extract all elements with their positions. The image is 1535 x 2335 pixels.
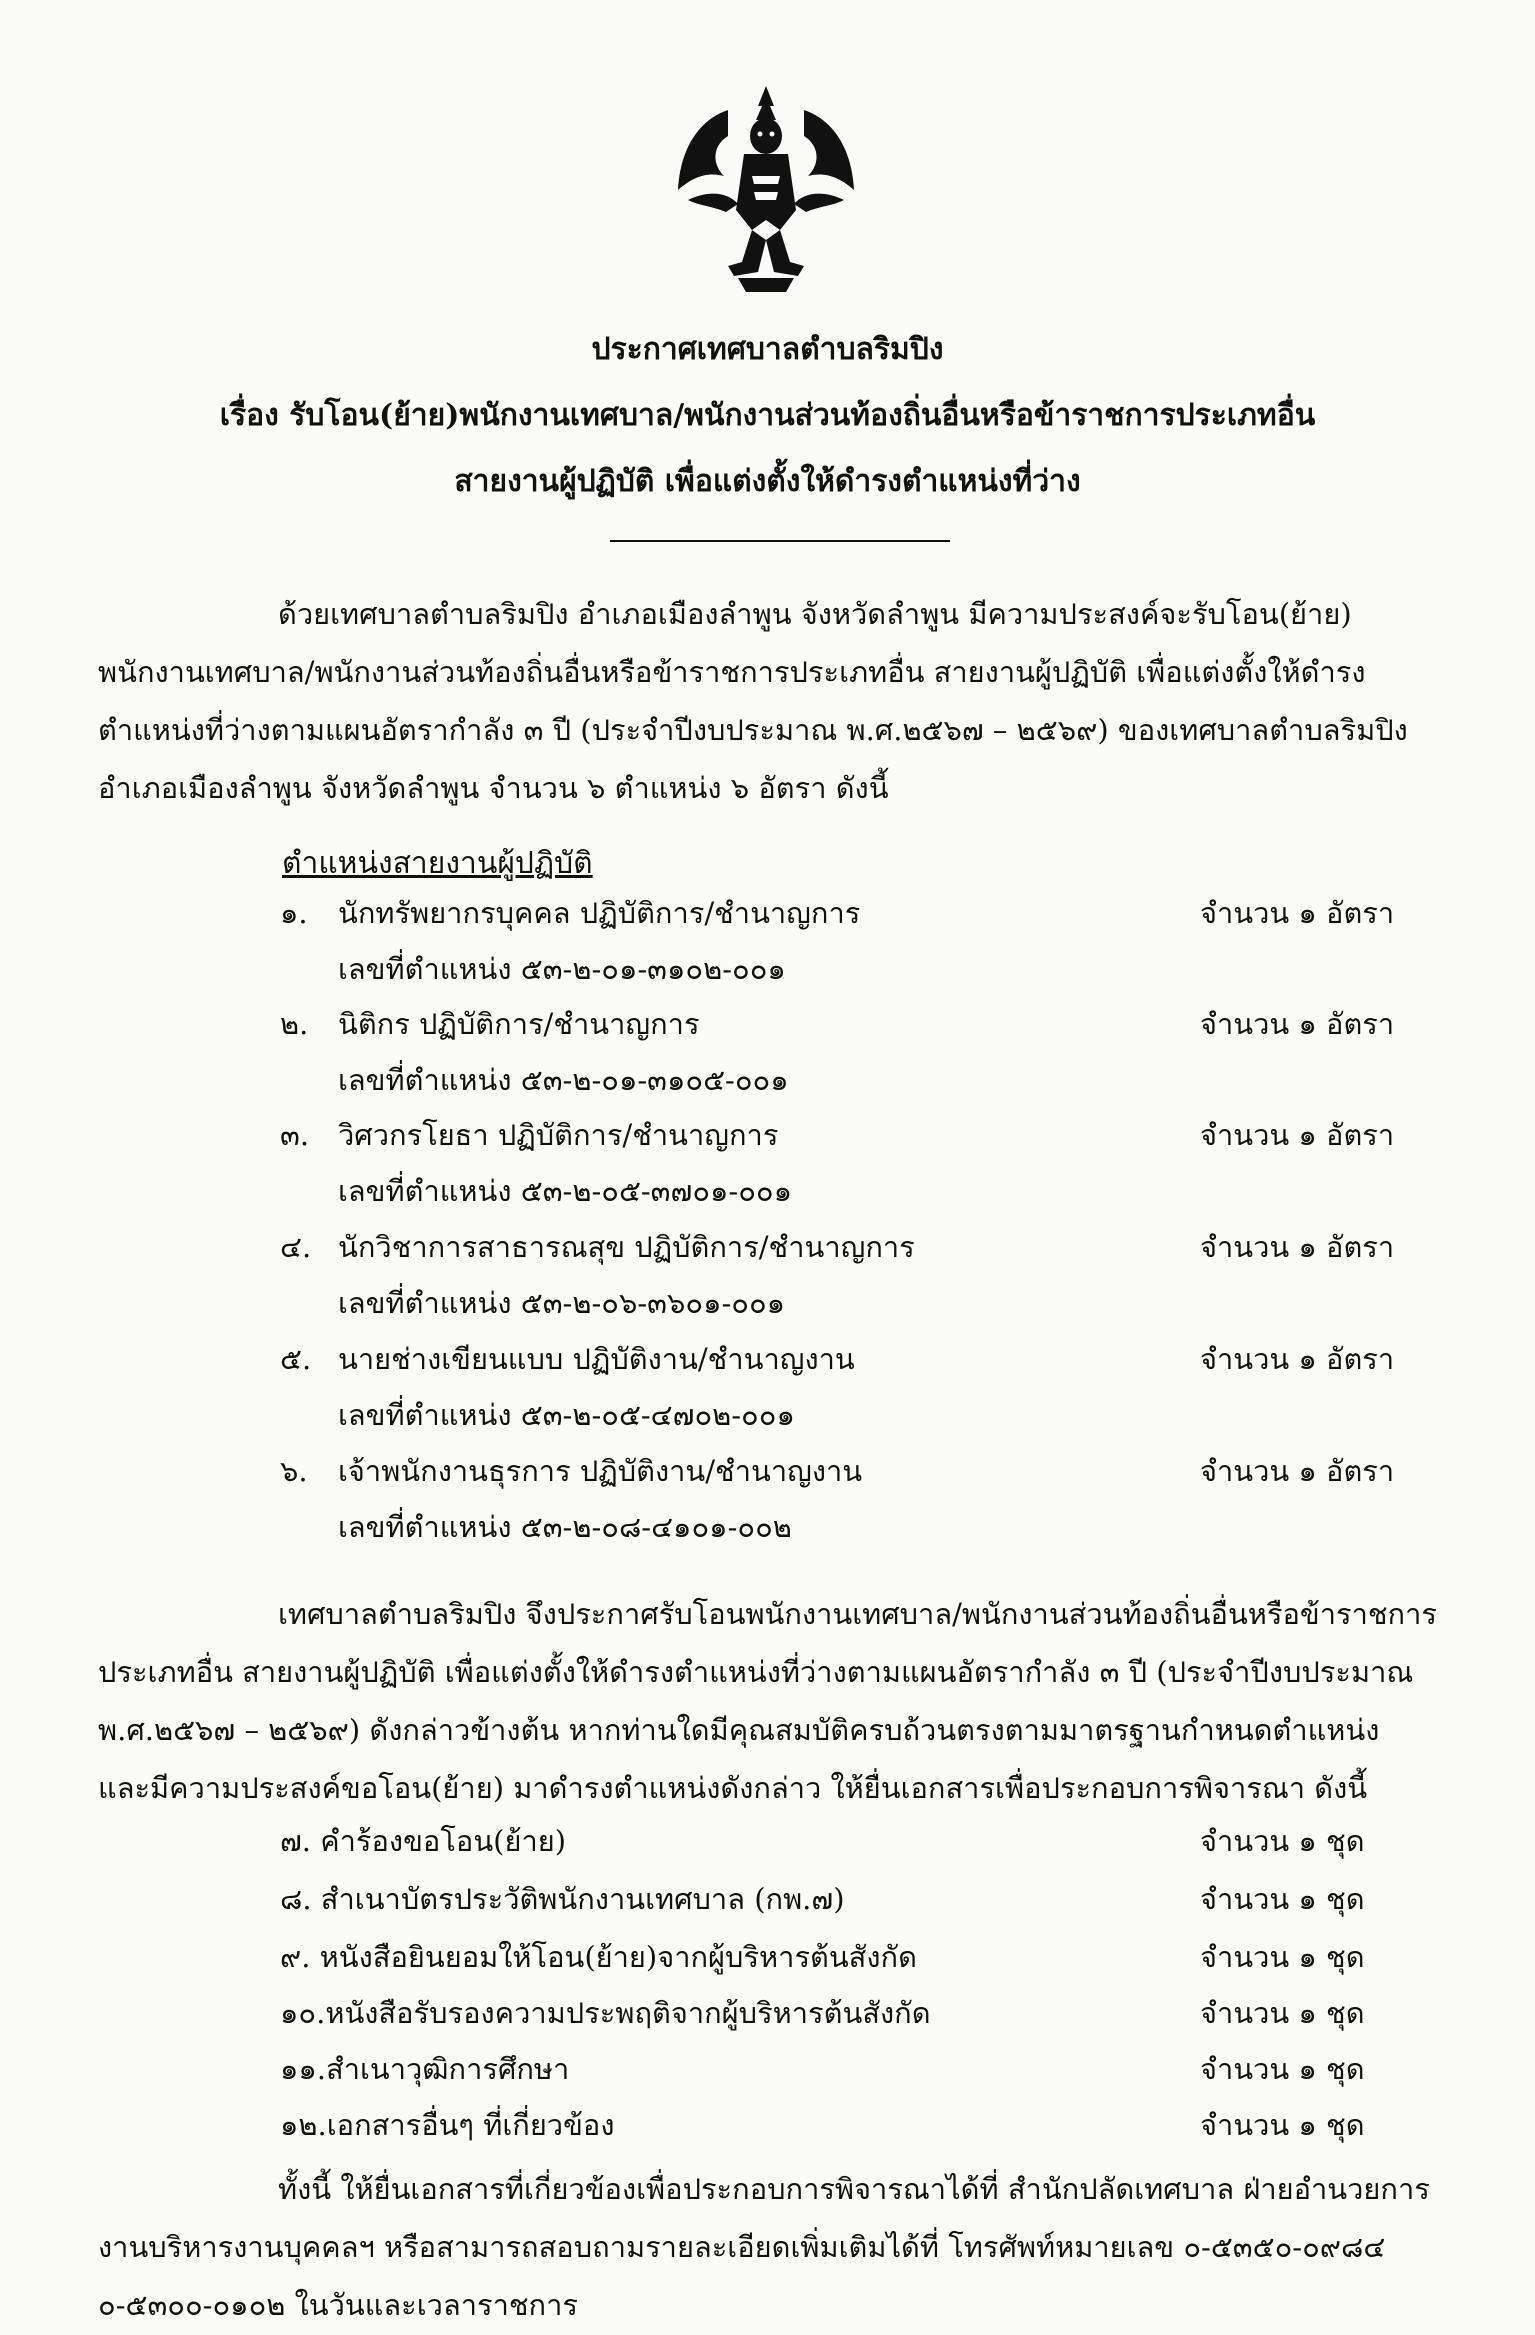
closing-line-2: งานบริหารงานบุคคลฯ หรือสามารถสอบถามรายละเอียดเพิ่มเติมได้ที่ โทรศัพท์หมายเลข ๐-๕๓๕๐-๐๙๘๔ — [98, 2230, 1386, 2264]
position-count: จำนวน ๑ อัตรา — [1200, 896, 1395, 930]
position-number: ๓. — [280, 1118, 310, 1152]
announce-paragraph — [98, 1585, 1458, 1817]
position-count: จำนวน ๑ อัตรา — [1200, 1118, 1395, 1152]
position-item — [280, 1224, 1400, 1334]
document-count: จำนวน ๑ ชุด — [1200, 2052, 1365, 2086]
position-item — [280, 1336, 1400, 1446]
position-number: ๒. — [280, 1007, 309, 1041]
position-item — [280, 1001, 1400, 1111]
intro-line-3: ตำแหน่งที่ว่างตามแผนอัตรากำลัง ๓ ปี (ประจำปีงบประมาณ พ.ศ.๒๕๖๗ – ๒๕๖๙) ของเทศบาลตำบลริมปิง — [98, 713, 1408, 747]
document-item — [280, 2046, 1400, 2096]
position-code: เลขที่ตำแหน่ง ๕๓-๒-๐๘-๔๑๐๑-๐๐๒ — [338, 1510, 792, 1544]
position-code: เลขที่ตำแหน่ง ๕๓-๒-๐๕-๓๗๐๑-๐๐๑ — [338, 1174, 793, 1208]
document-count: จำนวน ๑ ชุด — [1200, 2108, 1365, 2142]
intro-line-4: อำเภอเมืองลำพูน จังหวัดลำพูน จำนวน ๖ ตำแหน่ง ๖ อัตรา ดังนี้ — [98, 771, 889, 805]
position-item — [280, 890, 1400, 1000]
document-item — [280, 1876, 1400, 1926]
position-code: เลขที่ตำแหน่ง ๕๓-๒-๐๖-๓๖๐๑-๐๐๑ — [338, 1286, 786, 1320]
closing-line-3: ๐-๕๓๐๐-๐๑๐๒ ในวันและเวลาราชการ — [98, 2288, 578, 2322]
intro-line-2: พนักงานเทศบาล/พนักงานส่วนท้องถิ่นอื่นหรือข้าราชการประเภทอื่น สายงานผู้ปฏิบัติ เพื่อแต่งตั้งให้ดำรง — [98, 655, 1366, 689]
closing-line-1: ทั้งนี้ ให้ยื่นเอกสารที่เกี่ยวข้องเพื่อประกอบการพิจารณาได้ที่ สำนักปลัดเทศบาล ฝ่ายอำนวยการ — [278, 2172, 1430, 2206]
document-label: ๑๑.สำเนาวุฒิการศึกษา — [280, 2052, 570, 2086]
announce-line-3: พ.ศ.๒๕๖๗ – ๒๕๖๙) ดังกล่าวข้างต้น หากท่านใดมีคุณสมบัติครบถ้วนตรงตามมาตรฐานกำหนดตำแหน่ง — [98, 1713, 1380, 1747]
document-count: จำนวน ๑ ชุด — [1200, 1824, 1365, 1858]
announce-line-1: เทศบาลตำบลริมปิง จึงประกาศรับโอนพนักงานเทศบาล/พนักงานส่วนท้องถิ่นอื่นหรือข้าราชการ — [278, 1597, 1437, 1631]
announce-line-4: และมีความประสงค์ขอโอน(ย้าย) มาดำรงตำแหน่งดังกล่าว ให้ยื่นเอกสารเพื่อประกอบการพิจารณา ดังนี้ — [98, 1771, 1368, 1805]
document-label: ๘. สำเนาบัตรประวัติพนักงานเทศบาล (กพ.๗) — [280, 1882, 845, 1916]
position-title: นักวิชาการสาธารณสุข ปฏิบัติการ/ชำนาญการ — [338, 1230, 915, 1264]
position-code: เลขที่ตำแหน่ง ๕๓-๒-๐๕-๔๗๐๒-๐๐๑ — [338, 1398, 795, 1432]
document-item — [280, 1990, 1400, 2040]
position-count: จำนวน ๑ อัตรา — [1200, 1454, 1395, 1488]
document-item — [280, 1818, 1400, 1868]
document-item — [280, 1934, 1400, 1984]
announcement-subject: เรื่อง รับโอน(ย้าย)พนักงานเทศบาล/พนักงานส่วนท้องถิ่นอื่นหรือข้าราชการประเภทอื่น — [219, 398, 1316, 433]
document-label: ๙. หนังสือยินยอมให้โอน(ย้าย)จากผู้บริหารต้นสังกัด — [280, 1940, 917, 1974]
announcement-subject-line2: สายงานผู้ปฏิบัติ เพื่อแต่งตั้งให้ดำรงตำแหน่งที่ว่าง — [454, 464, 1081, 499]
document-item — [280, 2102, 1400, 2152]
position-title: วิศวกรโยธา ปฏิบัติการ/ชำนาญการ — [338, 1118, 779, 1152]
document-count: จำนวน ๑ ชุด — [1200, 1940, 1365, 1974]
title-divider — [610, 540, 950, 542]
document-label: ๑๒.เอกสารอื่นๆ ที่เกี่ยวข้อง — [280, 2108, 615, 2142]
position-number: ๕. — [280, 1342, 312, 1376]
position-code: เลขที่ตำแหน่ง ๕๓-๒-๐๑-๓๑๐๕-๐๐๑ — [338, 1063, 789, 1097]
positions-heading: ตำแหน่งสายงานผู้ปฏิบัติ — [282, 846, 593, 881]
position-count: จำนวน ๑ อัตรา — [1200, 1007, 1395, 1041]
closing-paragraph — [98, 2160, 1458, 2334]
position-title: นักทรัพยากรบุคคล ปฏิบัติการ/ชำนาญการ — [338, 896, 861, 930]
position-code: เลขที่ตำแหน่ง ๕๓-๒-๐๑-๓๑๐๒-๐๐๑ — [338, 952, 786, 986]
position-title: นายช่างเขียนแบบ ปฏิบัติงาน/ชำนาญงาน — [338, 1342, 855, 1376]
garuda-emblem-icon — [668, 80, 864, 298]
document-label: ๑๐.หนังสือรับรองความประพฤติจากผู้บริหารต้นสังกัด — [280, 1996, 931, 2030]
document-label: ๗. คำร้องขอโอน(ย้าย) — [280, 1824, 567, 1858]
position-number: ๔. — [280, 1230, 312, 1264]
position-item — [280, 1112, 1400, 1222]
position-item — [280, 1448, 1400, 1558]
announce-line-2: ประเภทอื่น สายงานผู้ปฏิบัติ เพื่อแต่งตั้งให้ดำรงตำแหน่งที่ว่างตามแผนอัตรากำลัง ๓ ปี (ประจำปีงบประมาณ — [98, 1655, 1414, 1689]
position-count: จำนวน ๑ อัตรา — [1200, 1342, 1395, 1376]
position-count: จำนวน ๑ อัตรา — [1200, 1230, 1395, 1264]
position-title: นิติกร ปฏิบัติการ/ชำนาญการ — [338, 1007, 700, 1041]
intro-paragraph — [98, 585, 1458, 817]
document-count: จำนวน ๑ ชุด — [1200, 1882, 1365, 1916]
announcement-title: ประกาศเทศบาลตำบลริมปิง — [591, 332, 944, 367]
position-number: ๖. — [280, 1454, 308, 1488]
position-number: ๑. — [280, 896, 308, 930]
document-count: จำนวน ๑ ชุด — [1200, 1996, 1365, 2030]
position-title: เจ้าพนักงานธุรการ ปฏิบัติงาน/ชำนาญงาน — [338, 1454, 863, 1488]
intro-line-1: ด้วยเทศบาลตำบลริมปิง อำเภอเมืองลำพูน จังหวัดลำพูน มีความประสงค์จะรับโอน(ย้าย) — [278, 597, 1352, 631]
